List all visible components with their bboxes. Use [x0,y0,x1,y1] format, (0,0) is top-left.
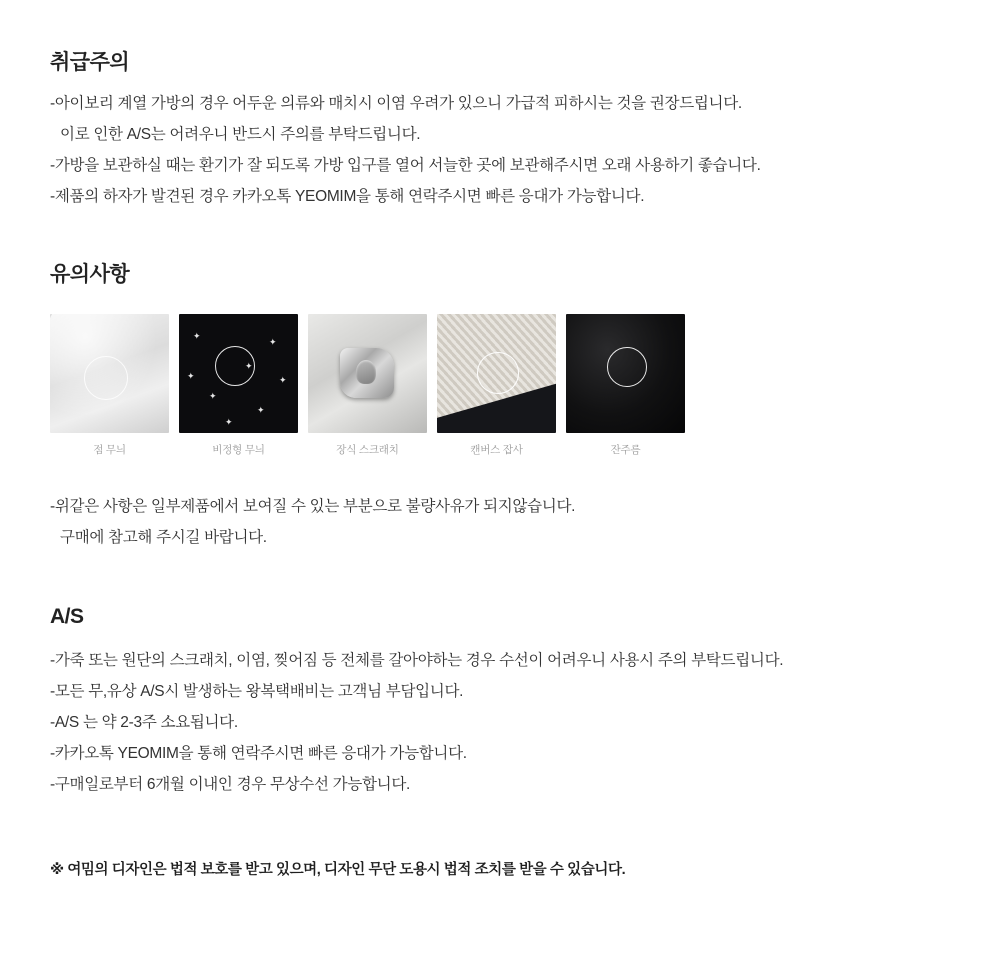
care-line: -아이보리 계열 가방의 경우 어두운 의류와 매치시 이염 우려가 있으니 가급적 피하시는 것을 권장드립니다. [50,95,742,112]
care-line: 이로 인한 A/S는 어려우니 반드시 주의를 부탁드립니다. [56,126,421,143]
defect-photo-irregular-pattern [179,314,298,433]
as-line: -가죽 또는 원단의 스크래치, 이염, 찢어짐 등 전체를 갈아야하는 경우 수선이 어려우니 사용시 주의 부탁드립니다. [50,652,784,669]
notes-line: 구매에 참고해 주시길 바랍니다. [56,529,267,546]
speck-icon: ✦ [245,361,253,371]
gallery-caption: 비정형 무늬 [212,444,265,456]
speck-icon: ✦ [269,337,277,347]
care-section [50,46,950,212]
gallery-caption: 잔주름 [610,444,641,456]
as-line: -카카오톡 YEOMIM을 통해 연락주시면 빠른 응대가 가능합니다. [50,745,467,762]
gallery-caption: 장식 스크래치 [336,444,399,456]
defect-example-gallery [50,314,950,457]
defect-photo-fine-wrinkles [566,314,685,433]
notes-section-title: 유의사항 [50,263,130,286]
as-line: -모든 무,유상 A/S시 발생하는 왕복택배비는 고객님 부담입니다. [50,683,464,700]
spacer [50,288,950,314]
metal-hardware-icon [340,348,394,398]
as-section-title: A/S [50,605,84,628]
speck-icon: ✦ [279,375,287,385]
as-section [50,605,950,800]
highlight-circle-icon [84,356,128,400]
care-paragraph-list [50,88,950,212]
highlight-circle-icon [477,352,519,394]
gallery-item [437,314,556,457]
gallery-item [179,314,298,457]
gallery-caption: 캔버스 잡사 [470,444,523,456]
care-line: -가방을 보관하실 때는 환기가 잘 되도록 가방 입구를 열어 서늘한 곳에 보관해주시면 오래 사용하기 좋습니다. [50,157,761,174]
as-line: -구매일로부터 6개월 이내인 경우 무상수선 가능합니다. [50,776,411,793]
care-section-title: 취급주의 [50,51,130,74]
care-line: -제품의 하자가 발견된 경우 카카오톡 YEOMIM을 통해 연락주시면 빠른 응대가 가능합니다. [50,188,645,205]
as-line: -A/S 는 약 2-3주 소요됩니다. [50,714,238,731]
as-paragraph-list [50,645,950,800]
speck-icon: ✦ [225,417,233,427]
legal-notice: ※ 여밈의 디자인은 법적 보호를 받고 있으며, 디자인 무단 도용시 법적 조치를 받을 수 있습니다. [50,862,626,878]
gallery-item [566,314,685,457]
speck-icon: ✦ [257,405,265,415]
highlight-circle-icon [607,347,647,387]
highlight-circle-icon [215,346,255,386]
spacer [50,212,950,258]
speck-icon: ✦ [187,371,195,381]
defect-photo-canvas-slub [437,314,556,433]
speck-icon: ✦ [209,391,217,401]
notes-section [50,258,950,553]
speck-icon: ✦ [193,331,201,341]
notes-line: -위같은 사항은 일부제품에서 보여질 수 있는 부분으로 불량사유가 되지않습니다. [50,498,576,515]
defect-photo-dot-pattern [50,314,169,433]
gallery-item [308,314,427,457]
gallery-caption: 점 무늬 [93,444,126,456]
defect-photo-hardware-scratch [308,314,427,433]
gallery-item [50,314,169,457]
notes-paragraph-list [50,491,950,553]
